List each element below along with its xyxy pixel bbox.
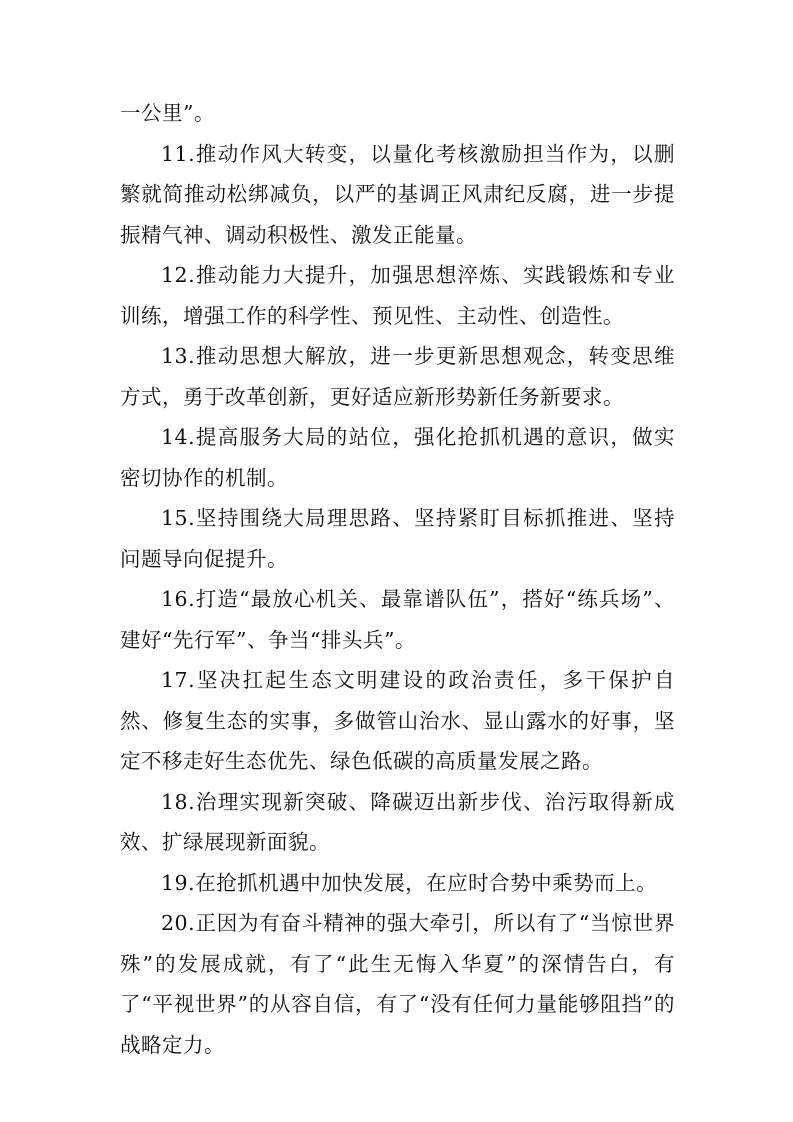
paragraph-item-17: 17.坚决扛起生态文明建设的政治责任，多干保护自然、修复生态的实事，多做管山治水、显山露水的好事，坚定不移走好生态优先、绿色低碳的高质量发展之路。 [120, 668, 675, 773]
paragraph-item-20: 20.正因为有奋斗精神的强大牵引，所以有了“当惊世界殊”的发展成就，有了“此生无悔入华夏”的深情告白，有了“平视世界”的从容自信，有了“没有任何力量能够阻挡”的战略定力。 [120, 911, 675, 1057]
paragraph-item-15: 15.坚持围绕大局理思路、坚持紧盯目标抓推进、坚持问题导向促提升。 [120, 506, 675, 571]
paragraph-continuation: 一公里”。 [120, 101, 215, 125]
paragraph-item-14: 14.提高服务大局的站位，强化抢抓机遇的意识，做实密切协作的机制。 [120, 425, 675, 490]
document-body [120, 93, 675, 1065]
paragraph-item-12: 12.推动能力大提升，加强思想淬炼、实践锻炼和专业训练，增强工作的科学性、预见性、主动性、创造性。 [120, 263, 675, 328]
paragraph-item-16: 16.打造“最放心机关、最靠谱队伍”，搭好“练兵场”、建好“先行军”、争当“排头兵”。 [120, 587, 675, 652]
paragraph-item-13: 13.推动思想大解放，进一步更新思想观念，转变思维方式，勇于改革创新，更好适应新形势新任务新要求。 [120, 344, 675, 409]
paragraph-item-19: 19.在抢抓机遇中加快发展，在应时合势中乘势而上。 [161, 870, 658, 895]
paragraph-item-11: 11.推动作风大转变，以量化考核激励担当作为，以删繁就简推动松绑减负，以严的基调正风肃纪反腐，进一步提振精气神、调动积极性、激发正能量。 [120, 141, 675, 247]
paragraph-item-18: 18.治理实现新突破、降碳迈出新步伐、治污取得新成效、扩绿展现新面貌。 [120, 789, 675, 854]
